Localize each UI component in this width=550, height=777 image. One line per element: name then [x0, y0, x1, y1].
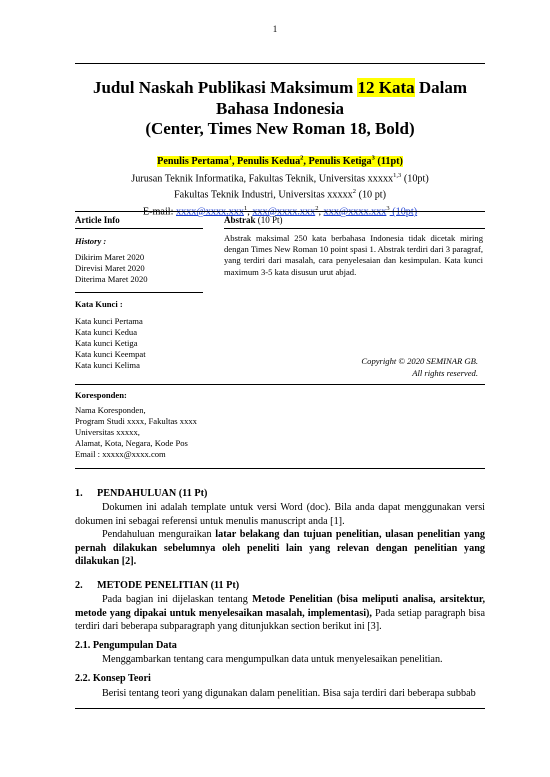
title-part-2: Dalam [414, 78, 468, 97]
title-line-3: (Center, Times New Roman 18, Bold) [145, 119, 415, 138]
header-rule [75, 63, 485, 64]
section-1-paragraph-2: Pendahuluan menguraikan latar belakang dan tujuan penelitian, ulasan penelitian yang pernah dilakukan sebelumnya oleh peneliti lain yang relevan dengan penelitian yang dilakukan [2]. [75, 529, 485, 568]
correspondent-rule [75, 384, 485, 385]
section-1-heading: 1. PENDAHULUAN (11 Pt) [75, 488, 208, 499]
author-names: Penulis Pertama$^1$, Penulis Kedua$^2$, Penulis Ketiga$^3$ (11pt) [157, 155, 403, 168]
correspondent-info: Nama Koresponden, Program Studi xxxx, Fakultas xxxx Universitas xxxxx, Alamat, Kota, Negara, Kode Pos Email : xxxxx@xxxx.com [75, 405, 197, 459]
history-list: Dikirim Maret 2020 Direvisi Maret 2020 Diterima Maret 2020 [75, 252, 148, 284]
info-top-rule [75, 211, 485, 212]
affiliation-1: Jurusan Teknik Informatika, Fakultas Teknik, Universitas xxxxx$^{1,3}$ (10pt) [131, 171, 429, 185]
abstract-heading: Abstrak (10 Pt) [224, 215, 283, 225]
page-number: 1 [272, 24, 278, 34]
keywords-list: Kata kunci Pertama Kata kunci Kedua Kata kunci Ketiga Kata kunci Keempat Kata kunci Kelima [75, 316, 146, 370]
section-2-paragraph-1: Pada bagian ini dijelaskan tentang Metode Penelitian (bisa meliputi analisa, arsitektur, metode yang dipakai untuk menyelesaikan masalah, implementasi), Pada setiap paragraph bisa terdiri dari beberapa subparagraph yang ditunjukkan section berikut ini [3]. [75, 594, 485, 633]
article-info-heading: Article Info [75, 215, 120, 225]
email-link-2[interactable]: xxx@xxxx.xxx [252, 206, 316, 218]
subsection-2-2-heading: 2.2. Konsep Teori [75, 673, 151, 684]
footer-rule [75, 708, 485, 709]
author-block [75, 152, 485, 219]
title-highlight: 12 Kata [357, 78, 415, 97]
info-rule-right [224, 228, 485, 229]
email-link-1[interactable]: xxxx@xxxx.xxx [176, 206, 244, 218]
email-link-3[interactable]: xxx@xxxx.xxx [323, 206, 387, 218]
correspondent-label: Koresponden: [75, 390, 127, 400]
info-bottom-rule [75, 468, 485, 469]
subsection-2-1-text: Menggambarkan tentang cara mengumpulkan data untuk menyelesaikan penelitian. [102, 654, 443, 665]
section-1-paragraph-1: Dokumen ini adalah template untuk versi Word (doc). Bila anda dapat menggunakan versi dokumen ini sebagai referensi untuk menulis manuscript anda [1]. [75, 502, 485, 527]
history-rule [75, 292, 203, 293]
title-line-2: Bahasa Indonesia [215, 98, 345, 118]
title-part-1: Judul Naskah Publikasi Maksimum [92, 78, 358, 97]
keywords-label: Kata Kunci : [75, 299, 123, 309]
subsection-2-2-text: Berisi tentang teori yang digunakan dalam penelitian. Bisa saja terdiri dari beberapa subbab [102, 688, 476, 699]
info-rule-left [75, 228, 203, 229]
affiliation-2: Fakultas Teknik Industri, Universitas xxxxx$^2$ (10 pt) [173, 188, 387, 201]
copyright-note: Copyright © 2020 SEMINAR GB. All rights reserved. [361, 356, 478, 378]
history-label: History : [75, 236, 107, 246]
paper-title [75, 78, 485, 140]
subsection-2-1-heading: 2.1. Pengumpulan Data [75, 640, 177, 651]
section-2-heading: 2. METODE PENELITIAN (11 Pt) [75, 580, 240, 591]
abstract-text: Abstrak maksimal 250 kata berbahasa Indonesia tidak dicetak miring dengan Times New Roman 10 point spasi 1. Abstrak terdiri dari 3 paragraf, yang terdiri dari masalah, cara penyelesaian dan kesimpulan. Kata kunci maximum 3-5 kata disusun urut abjad. [224, 233, 483, 277]
email-line: E-mail: xxxx@xxxx.xxx$^1$, xxx@xxxx.xxx$^2$, xxx@xxxx.xxx$^3$ (10pt) [142, 205, 418, 218]
